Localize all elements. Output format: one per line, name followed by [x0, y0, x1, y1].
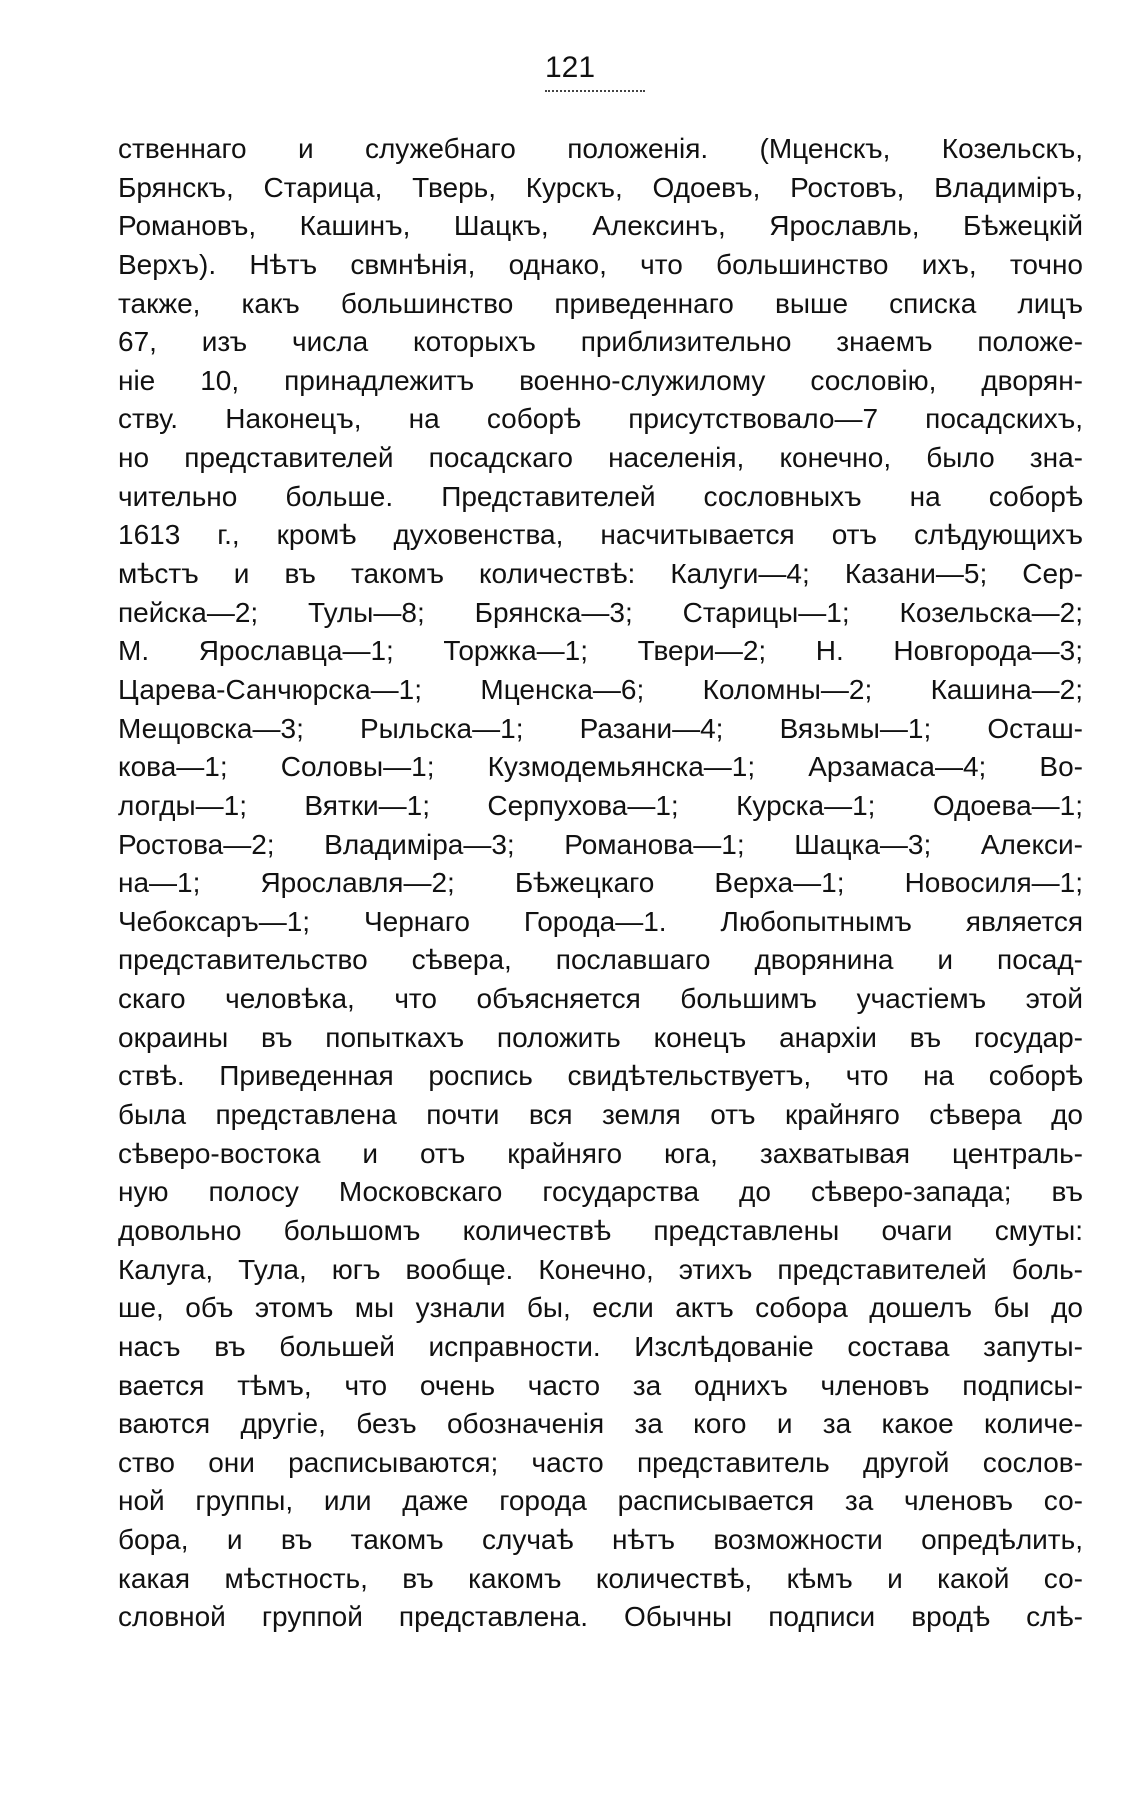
text-line: пейска—2; Тулы—8; Брянска—3; Старицы—1; Козельска—2;: [118, 596, 1083, 628]
text-line: Брянскъ, Старица, Тверь, Курскъ, Одоевъ, Ростовъ, Владиміръ,: [118, 171, 1083, 203]
text-line: Царева-Санчюрска—1; Мценска—6; Коломны—2; Кашина—2;: [118, 673, 1083, 705]
text-line: ше, объ этомъ мы узнали бы, если актъ собора дошелъ бы до: [118, 1292, 1083, 1324]
text-line: М. Ярославца—1; Торжка—1; Твери—2; Н. Новгорода—3;: [118, 635, 1083, 667]
text-line: мѣстъ и въ такомъ количествѣ: Калуги—4; Казани—5; Сер-: [118, 558, 1083, 590]
text-line: была представлена почти вся земля отъ крайняго сѣвера до: [118, 1099, 1083, 1131]
page-number-underline: [545, 90, 645, 92]
text-line: словной группой представлена. Обычны подписи вродѣ слѣ-: [118, 1601, 1083, 1633]
text-line: 1613 г., кромѣ духовенства, насчитывается отъ слѣдующихъ: [118, 519, 1083, 551]
body-text: [118, 130, 1083, 1637]
text-line: довольно большомъ количествѣ представлены очаги смуты:: [118, 1214, 1083, 1246]
text-line: ной группы, или даже города расписывается за членовъ со-: [118, 1485, 1083, 1517]
text-line: ственнаго и служебнаго положенія. (Мценскъ, Козельскъ,: [118, 133, 1083, 164]
text-line: ную полосу Московскаго государства до сѣверо-запада; въ: [118, 1176, 1083, 1208]
text-line: ваются другіе, безъ обозначенія за кого и за какое количе-: [118, 1408, 1083, 1440]
text-line: на—1; Ярославля—2; Бѣжецкаго Верха—1; Новосиля—1;: [118, 867, 1083, 899]
text-line: но представителей посадскаго населенія, конечно, было зна-: [118, 442, 1083, 474]
text-line: бора, и въ такомъ случаѣ нѣтъ возможности опредѣлить,: [118, 1524, 1083, 1556]
text-line: ству. Наконецъ, на соборѣ присутствовало—7 посадскихъ,: [118, 403, 1083, 435]
text-line: логды—1; Вятки—1; Серпухова—1; Курска—1; Одоева—1;: [118, 789, 1083, 821]
text-line: представительство сѣвера, пославшаго дворянина и посад-: [118, 944, 1083, 976]
text-line: ствѣ. Приведенная роспись свидѣтельствуетъ, что на соборѣ: [118, 1060, 1083, 1092]
text-line: вается тѣмъ, что очень часто за однихъ членовъ подписы-: [118, 1369, 1083, 1401]
text-line: чительно больше. Представителей сословныхъ на соборѣ: [118, 480, 1083, 512]
text-line: кова—1; Соловы—1; Кузмодемьянска—1; Арзамаса—4; Во-: [118, 751, 1083, 783]
text-line: окраины въ попыткахъ положить конецъ анархіи въ государ-: [118, 1021, 1083, 1053]
text-line: Верхъ). Нѣтъ свмнѣнія, однако, что большинство ихъ, точно: [118, 248, 1083, 280]
text-line: ніе 10, принадлежитъ военно-служилому сословію, дворян-: [118, 364, 1083, 396]
text-line: Калуга, Тула, югъ вообще. Конечно, этихъ представителей боль-: [118, 1253, 1083, 1285]
text-line: Ростова—2; Владиміра—3; Романова—1; Шацка—3; Алекси-: [118, 828, 1083, 860]
text-line: Чебоксаръ—1; Чернаго Города—1. Любопытнымъ является: [118, 905, 1083, 937]
text-line: также, какъ большинство приведеннаго выше списка лицъ: [118, 287, 1083, 319]
page-number: 121: [544, 51, 596, 84]
text-line: какая мѣстность, въ какомъ количествѣ, кѣмъ и какой со-: [118, 1562, 1083, 1594]
text-line: Мещовска—3; Рыльска—1; Разани—4; Вязьмы—1; Осташ-: [118, 712, 1083, 744]
text-line: насъ въ большей исправности. Изслѣдованіе состава запуты-: [118, 1330, 1083, 1362]
text-line: 67, изъ числа которыхъ приблизительно знаемъ положе-: [118, 326, 1083, 358]
text-line: скаго человѣка, что объясняется большимъ участіемъ этой: [118, 983, 1083, 1015]
text-line: ство они расписываются; часто представитель другой сослов-: [118, 1446, 1083, 1478]
text-line: сѣверо-востока и отъ крайняго юга, захватывая централь-: [118, 1137, 1083, 1169]
text-line: Романовъ, Кашинъ, Шацкъ, Алексинъ, Ярославль, Бѣжецкій: [118, 210, 1083, 242]
